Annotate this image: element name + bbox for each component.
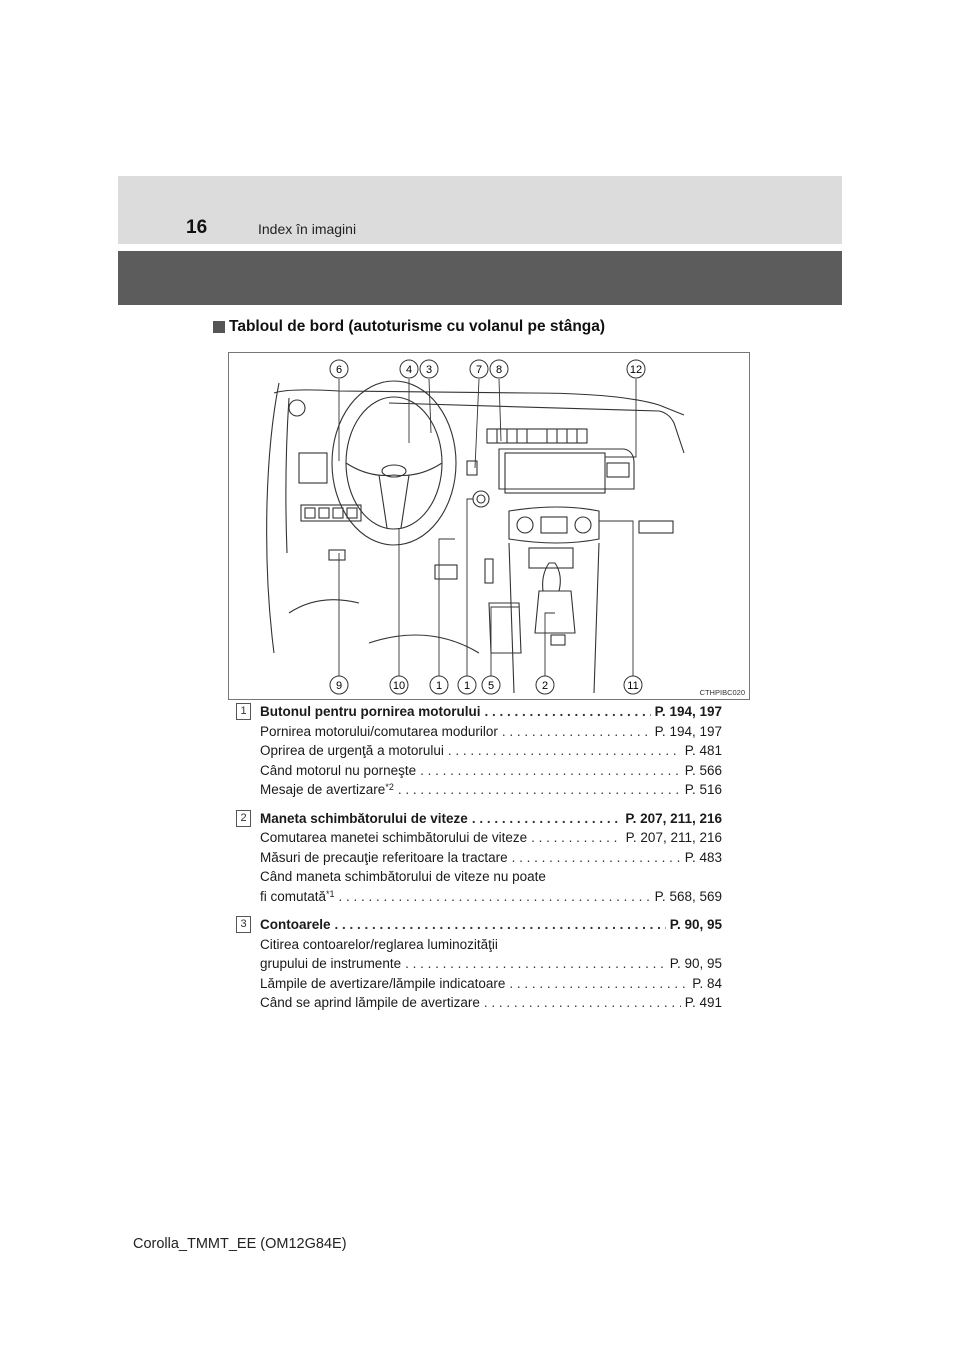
- leader-dots: [484, 702, 650, 722]
- index-entry: [236, 702, 722, 800]
- entry-item: [260, 828, 722, 848]
- index-entry: [236, 915, 722, 1013]
- entry-number: 1: [236, 703, 251, 720]
- entry-item-continued: [260, 867, 722, 887]
- entry-heading: [260, 915, 722, 935]
- entry-item-text: Mesaje de avertizare: [260, 782, 386, 797]
- footnote-marker: *1: [326, 888, 335, 899]
- entry-heading: [260, 809, 722, 829]
- dashboard-drawing: [229, 353, 749, 699]
- callout-bottom-5: [482, 676, 500, 694]
- entry-item-text: Lămpile de avertizare/lămpile indicatoare: [260, 975, 506, 991]
- entry-item-text: fi comutată: [260, 888, 327, 904]
- page-ref[interactable]: P. 207, 211, 216: [625, 830, 722, 845]
- entry-item: [260, 887, 722, 907]
- callout-bottom-3-label: 1: [435, 680, 443, 692]
- section-label: Index în imagini: [258, 221, 357, 237]
- callout-bottom-6-label: 2: [541, 680, 549, 692]
- page-ref[interactable]: P. 90, 95: [669, 956, 722, 971]
- callout-top-2-label: 4: [405, 364, 413, 376]
- page-ref[interactable]: P. 516: [684, 782, 722, 797]
- entry-item-text: Oprirea de urgenţă a motorului: [260, 743, 444, 758]
- callout-bottom-4-label: 1: [463, 680, 471, 692]
- page-ref[interactable]: P. 491: [684, 995, 722, 1010]
- callout-bottom-1: [330, 676, 348, 694]
- index-entry: [236, 809, 722, 907]
- callout-bottom-6: [536, 676, 554, 694]
- callout-top-6-label: 12: [629, 364, 643, 376]
- entry-item-text: Pornirea motorului/comutarea modurilor: [260, 723, 498, 739]
- leader-dots: [531, 828, 622, 848]
- square-bullet-icon: [213, 321, 225, 333]
- leader-dots: [420, 761, 681, 781]
- leader-dots: [448, 741, 681, 761]
- header-band: [118, 176, 842, 244]
- leader-dots: [512, 848, 681, 868]
- footer-model-code: Corolla_TMMT_EE (OM12G84E): [133, 1236, 347, 1252]
- footnote-marker: *2: [385, 782, 394, 792]
- callout-top-4-label: 7: [475, 364, 483, 376]
- page-ref[interactable]: P. 194, 197: [654, 723, 722, 739]
- callout-bottom-1-label: 9: [335, 680, 343, 692]
- callout-top-5-label: 8: [495, 364, 503, 376]
- entry-item: [260, 741, 722, 761]
- entry-item: [260, 761, 722, 781]
- figure-code: CTHPIBC020: [699, 688, 745, 697]
- callout-top-3: [420, 360, 438, 378]
- entry-heading-text: Butonul pentru pornirea motorului: [260, 704, 481, 719]
- page-ref[interactable]: P. 481: [684, 743, 722, 758]
- callout-top-3-label: 3: [425, 364, 433, 376]
- index-entries: [236, 702, 722, 1022]
- entry-heading: [260, 702, 722, 722]
- callout-top-1-label: 6: [335, 364, 343, 376]
- leader-dots: [484, 993, 681, 1013]
- entry-item-text: Când se aprind lămpile de avertizare: [260, 995, 480, 1010]
- callout-top-1: [330, 360, 348, 378]
- page-ref[interactable]: P. 483: [684, 849, 722, 865]
- page-ref[interactable]: P. 194, 197: [654, 704, 722, 719]
- page-number: 16: [186, 217, 208, 238]
- leader-dots: [405, 954, 666, 974]
- entry-item-text-with-note: [260, 780, 394, 800]
- entry-heading-text: Maneta schimbătorului de viteze: [260, 810, 468, 826]
- page-ref[interactable]: P. 568, 569: [654, 888, 722, 904]
- subsection-title-text: Tabloul de bord (autoturisme cu volanul pe stânga): [229, 318, 606, 335]
- entry-number: 3: [236, 916, 251, 933]
- entry-item: [260, 722, 722, 742]
- entry-item: [260, 780, 722, 800]
- callout-bottom-7-label: 11: [627, 680, 639, 692]
- leader-dots: [335, 915, 666, 935]
- entry-item-text: Când motorul nu porneşte: [260, 762, 417, 778]
- entry-item-text: Citirea contoarelor/reglarea luminozităţii: [260, 936, 498, 952]
- leader-dots: [509, 974, 688, 994]
- callout-bottom-2: [390, 676, 408, 694]
- page-ref[interactable]: P. 566: [684, 762, 722, 778]
- callout-bottom-4: [458, 676, 476, 694]
- callout-bottom-3: [430, 676, 448, 694]
- callout-bottom-2-label: 10: [392, 680, 406, 692]
- leader-dots: [339, 887, 651, 907]
- entry-heading-text: Contoarele: [260, 917, 331, 932]
- entry-item-text: grupului de instrumente: [260, 956, 402, 971]
- entry-item-continued: [260, 935, 722, 955]
- entry-item: [260, 974, 722, 994]
- entry-item-text-with-note: [260, 887, 335, 907]
- dark-title-band: [118, 251, 842, 305]
- entry-item-text: Când maneta schimbătorului de viteze nu poate: [260, 869, 546, 884]
- entry-number: 2: [236, 810, 251, 827]
- page-ref[interactable]: P. 84: [692, 975, 722, 991]
- leader-dots: [502, 722, 651, 742]
- callout-top-5: [490, 360, 508, 378]
- entry-item: [260, 954, 722, 974]
- leader-dots: [472, 809, 622, 829]
- entry-item-text: Comutarea manetei schimbătorului de viteze: [260, 830, 528, 845]
- entry-item-text: Măsuri de precauţie referitoare la tractare: [260, 849, 508, 865]
- callout-top-4: [470, 360, 488, 378]
- callout-top-2: [400, 360, 418, 378]
- leader-dots: [398, 780, 681, 800]
- callout-top-6: [627, 360, 645, 378]
- entry-item: [260, 848, 722, 868]
- entry-item: [260, 993, 722, 1013]
- callout-bottom-5-label: 5: [487, 680, 495, 692]
- dashboard-illustration: [228, 352, 750, 700]
- subsection-title: [213, 318, 605, 336]
- page-ref[interactable]: P. 90, 95: [669, 917, 722, 932]
- page-ref[interactable]: P. 207, 211, 216: [625, 810, 722, 826]
- callout-bottom-7: [624, 676, 642, 694]
